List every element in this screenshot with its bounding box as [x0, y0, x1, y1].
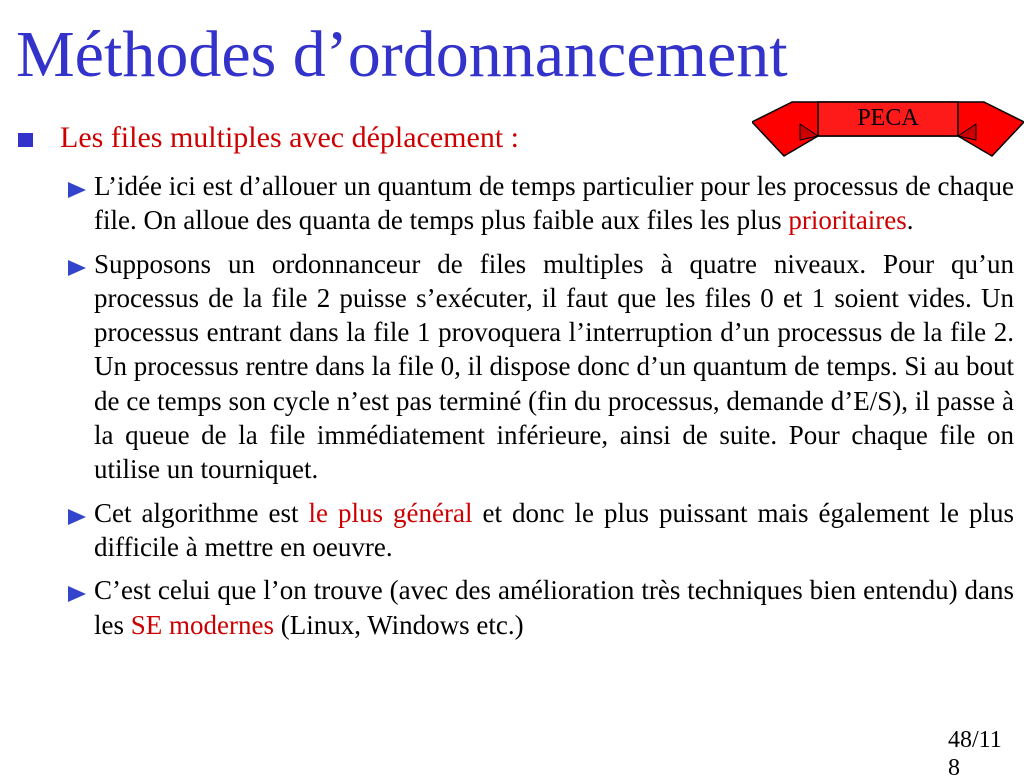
blue-triangle-bullet-icon — [68, 260, 86, 276]
peca-ribbon-badge — [752, 100, 1024, 160]
list-item — [66, 573, 1014, 642]
bullet-list — [66, 169, 1014, 651]
blue-triangle-bullet-icon — [68, 509, 86, 525]
text-segment: (Linux, Windows etc.) — [273, 609, 524, 640]
page-number-line1: 48/11 — [948, 727, 1002, 753]
page-number — [948, 726, 1002, 782]
highlight-text: SE modernes — [130, 609, 274, 640]
blue-triangle-bullet-icon — [68, 586, 86, 602]
list-item — [66, 496, 1014, 565]
text-segment: . — [906, 205, 914, 236]
highlight-text: prioritaires — [788, 205, 907, 236]
list-item — [66, 169, 1014, 238]
badge-label: PECA — [857, 105, 919, 131]
text-segment: L’idée ici est d’allouer un quantum de temps particulier pour les processus de chaque file. On alloue des quanta de temps plus faible aux files les plus — [94, 171, 1014, 236]
section-heading: Les files multiples avec déplacement : — [60, 121, 519, 154]
list-item-text — [94, 573, 1014, 642]
blue-triangle-bullet-icon — [68, 182, 86, 198]
list-item-text — [94, 247, 1014, 487]
page-number-line2: 8 — [948, 755, 960, 781]
text-segment: Cet algorithme est — [94, 497, 309, 528]
slide-title: Méthodes d’ordonnancement — [16, 18, 788, 91]
text-segment: Supposons un ordonnanceur de files multiples à quatre niveaux. Pour qu’un processus de la file 2 puisse s’exécuter, il faut que les files 0 et 1 soient vides. Un processus entrant dans la file 1 provoquera l’interruption d’un processus de la file 2. Un processus rentre dans la file 0, il dispose donc d’un quantum de temps. Si au bout de ce temps son cycle n’est pas terminé (fin du processus, demande d’E/S), il passe à la queue de la file immédiatement inférieure, ainsi de suite. Pour chaque file on utilise un tourniquet. — [94, 248, 1014, 485]
list-item-text — [94, 169, 1014, 238]
text-segment: C’est celui que l’on trouve (avec des amélioration très techniques bien entendu) dans les — [94, 575, 1014, 640]
list-item-text — [94, 496, 1014, 565]
highlight-text: le plus général — [308, 497, 473, 528]
text-segment: et donc le plus puissant mais également le plus difficile à mettre en oeuvre. — [94, 497, 1014, 562]
list-item — [66, 247, 1014, 487]
blue-square-bullet-icon — [18, 133, 33, 147]
